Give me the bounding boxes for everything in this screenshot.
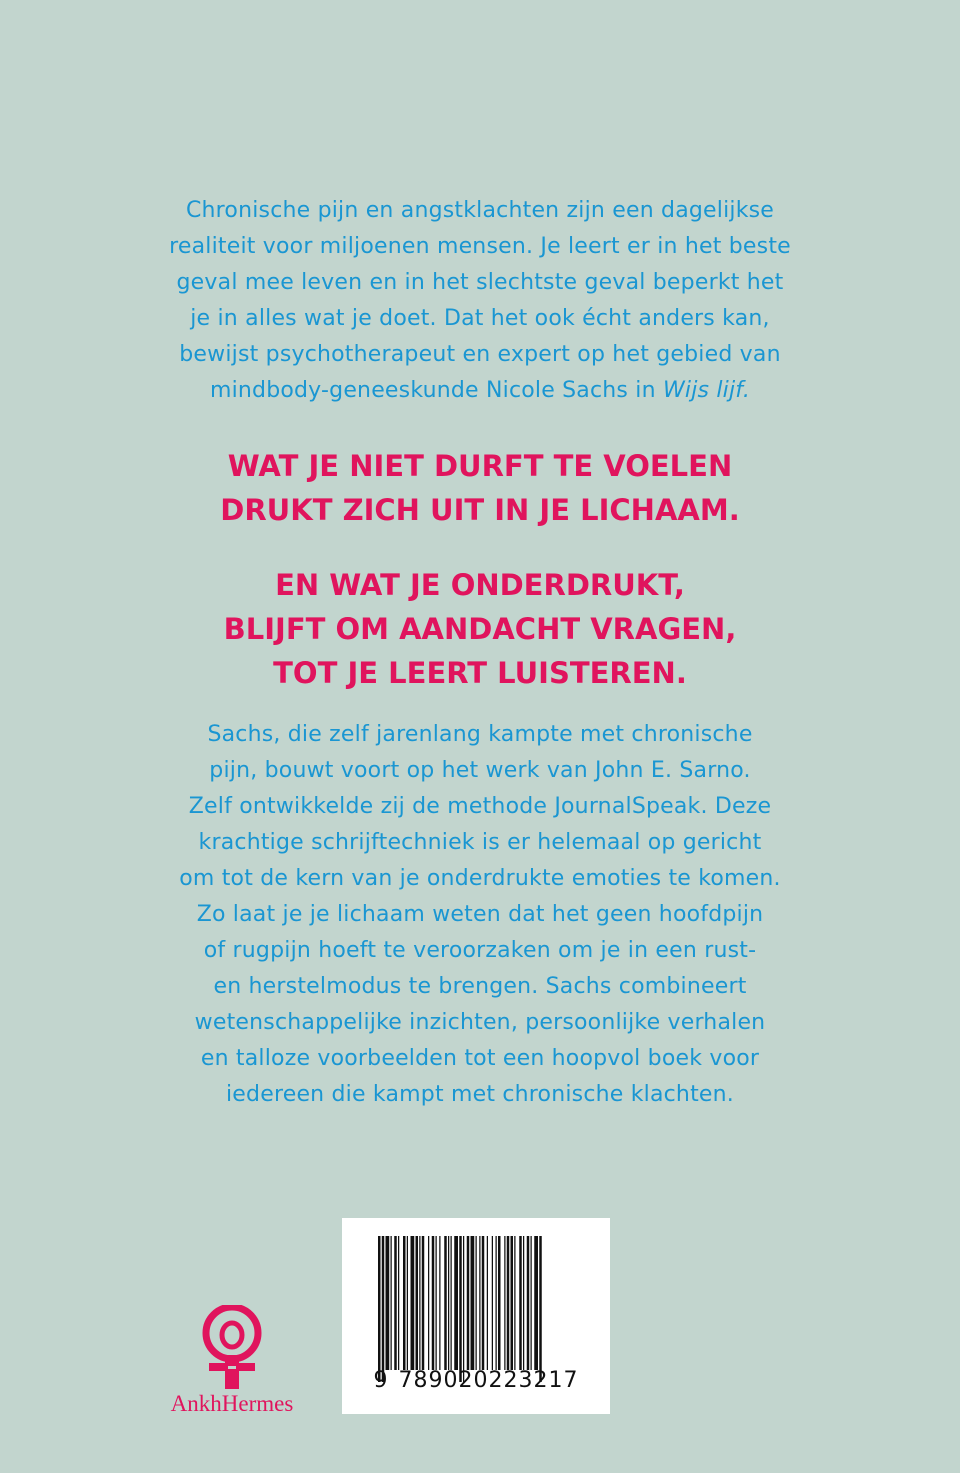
barcode-bar <box>534 1236 538 1370</box>
barcode-bar <box>432 1236 435 1370</box>
body-line: pijn, bouwt voort op het werk van John E. Sarno. <box>209 758 751 783</box>
ankh-hermes-logo-icon <box>195 1305 269 1393</box>
intro-line: realiteit voor miljoenen mensen. Je leert er in het beste <box>169 234 791 259</box>
isbn-barcode <box>342 1218 610 1414</box>
quote-line: TOT JE LEERT LUISTEREN. <box>273 656 687 690</box>
barcode-bar <box>463 1236 464 1382</box>
barcode-bars <box>378 1236 584 1382</box>
body-line: en herstelmodus te brengen. Sachs combineert <box>213 974 747 999</box>
barcode-bar <box>386 1236 390 1370</box>
barcode-bar <box>439 1236 440 1370</box>
barcode-bar <box>471 1236 475 1370</box>
quote-line: WAT JE NIET DURFT TE VOELEN <box>227 449 733 483</box>
barcode-bar <box>451 1236 452 1370</box>
barcode-bar <box>514 1236 515 1370</box>
barcode-bar <box>492 1236 493 1370</box>
barcode-bar <box>507 1236 510 1370</box>
body-line: iedereen die kampt met chronische klachten. <box>226 1082 734 1107</box>
quote-line: DRUKT ZICH UIT IN JE LICHAAM. <box>220 493 740 527</box>
barcode-bar <box>422 1236 425 1370</box>
barcode-bar <box>444 1236 447 1370</box>
publisher-name: AnkhHermes <box>170 1391 294 1416</box>
barcode-bar <box>407 1236 408 1370</box>
intro-last-line <box>0 373 960 409</box>
book-title-reference: Wijs lijf. <box>662 378 751 403</box>
barcode-bar <box>403 1236 406 1370</box>
intro-line: Chronische pijn en angstklachten zijn een dagelijkse <box>185 198 775 223</box>
barcode-bar <box>496 1236 497 1370</box>
barcode-bar <box>419 1236 420 1370</box>
barcode-bar <box>527 1236 530 1370</box>
body-line: Zo laat je je lichaam weten dat het geen hoofdpijn <box>196 902 764 927</box>
isbn-number <box>342 1368 610 1393</box>
barcode-bar <box>428 1236 429 1370</box>
intro-line: geval mee leven en in het slechtste geval beperkt het <box>176 270 784 295</box>
barcode-bar <box>448 1236 449 1370</box>
quote-line: EN WAT JE ONDERDRUKT, <box>275 568 685 602</box>
intro-line: bewijst psychotherapeut en expert op het gebied van <box>179 342 781 367</box>
body-line: Zelf ontwikkelde zij de methode JournalSpeak. Deze <box>188 794 772 819</box>
barcode-bar <box>454 1236 458 1370</box>
quote-line: BLIJFT OM AANDACHT VRAGEN, <box>223 612 737 646</box>
barcode-bar <box>391 1236 392 1370</box>
barcode-bar <box>394 1236 397 1370</box>
barcode-bar <box>467 1236 470 1370</box>
body-line: Sachs, die zelf jarenlang kampte met chronische <box>207 722 753 747</box>
barcode-bar <box>378 1236 381 1382</box>
barcode-bar <box>498 1236 501 1370</box>
barcode-bar <box>476 1236 477 1370</box>
barcode-bar <box>487 1236 488 1370</box>
intro-line-prefix: mindbody-geneeskunde Nicole Sachs in <box>209 378 663 403</box>
intro-paragraph <box>0 193 960 409</box>
barcode-bar <box>531 1236 532 1370</box>
barcode-bar <box>436 1236 437 1370</box>
body-line: of rugpijn hoeft te veroorzaken om je in een rust- <box>203 938 757 963</box>
intro-line: je in alles wat je doet. Dat het ook écht anders kan, <box>190 306 770 331</box>
isbn-digits: 789020223217 <box>398 1368 579 1393</box>
barcode-bar <box>411 1236 415 1370</box>
isbn-lead-digit: 9 <box>373 1368 389 1393</box>
barcode-bar <box>398 1236 399 1370</box>
body-paragraph <box>0 717 960 1113</box>
barcode-bar <box>539 1236 542 1382</box>
body-line: wetenschappelijke inzichten, persoonlijke verhalen <box>194 1010 766 1035</box>
barcode-bar <box>459 1236 462 1382</box>
body-line: krachtige schrijftechniek is er helemaal op gericht <box>198 830 762 855</box>
body-line: en talloze voorbeelden tot een hoopvol boek voor <box>200 1046 760 1071</box>
barcode-bar <box>519 1236 522 1370</box>
quote-block-1 <box>0 444 960 532</box>
barcode-bar <box>504 1236 505 1370</box>
barcode-bar <box>523 1236 524 1370</box>
barcode-bar <box>479 1236 480 1370</box>
quote-block-2 <box>0 563 960 695</box>
barcode-bar <box>511 1236 514 1370</box>
barcode-bar <box>382 1236 385 1382</box>
barcode-bar <box>482 1236 485 1370</box>
body-line: om tot de kern van je onderdrukte emoties te komen. <box>179 866 781 891</box>
barcode-bar <box>416 1236 419 1370</box>
